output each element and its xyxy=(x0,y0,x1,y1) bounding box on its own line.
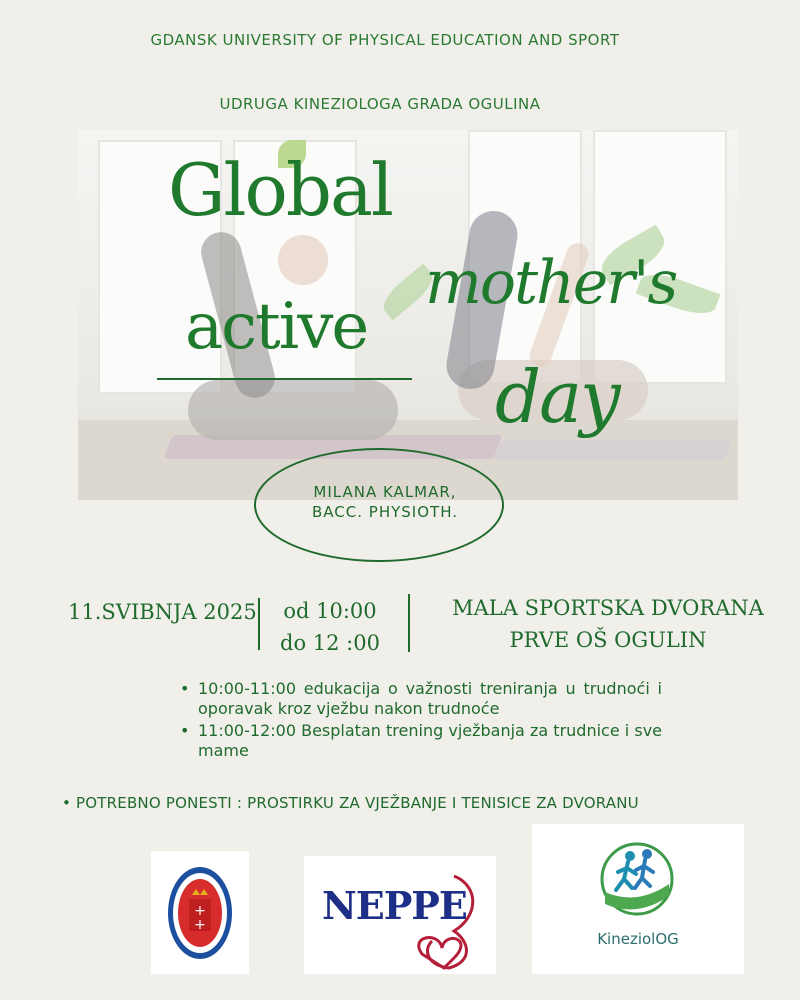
gdansk-crest-icon xyxy=(151,851,249,974)
venue-line2: PRVE OŠ OGULIN xyxy=(509,628,707,652)
gdansk-logo xyxy=(151,851,249,974)
org-gdansk: GDANSK UNIVERSITY OF PHYSICAL EDUCATION AND SPORT xyxy=(150,31,620,49)
title-active: active xyxy=(185,290,368,364)
kineziolog-logo xyxy=(532,824,744,974)
list-item xyxy=(180,721,662,761)
title-day: day xyxy=(495,355,619,439)
neppe-wordmark: NEPPE xyxy=(322,883,467,928)
bullet-icon: • xyxy=(62,794,77,812)
event-time xyxy=(280,595,380,659)
speaker-line2: BACC. PHYSIOTH. xyxy=(312,503,458,521)
schedule-list xyxy=(180,679,662,761)
speaker-name xyxy=(270,482,500,522)
title-mothers: mother's xyxy=(425,248,677,318)
venue-line1: MALA SPORTSKA DVORANA xyxy=(452,596,764,620)
bullet-icon: • xyxy=(180,679,190,698)
event-venue xyxy=(438,592,778,656)
org-udruga: UDRUGA KINEZIOLOGA GRADA OGULINA xyxy=(219,95,541,113)
schedule-text: 11:00-12:00 Besplatan trening vježbanja za trudnice i sve mame xyxy=(198,721,662,760)
event-date: 11.SVIBNJA 2025 xyxy=(68,600,257,624)
divider-1 xyxy=(258,598,260,650)
time-from: od 10:00 xyxy=(283,599,377,623)
svg-text:+: + xyxy=(194,917,206,933)
divider-2 xyxy=(408,594,410,652)
bring-note xyxy=(62,794,639,812)
runners-icon xyxy=(532,824,744,974)
bring-note-text: POTREBNO PONESTI : PROSTIRKU ZA VJEŽBANJE I TENISICE ZA DVORANU xyxy=(76,794,639,812)
bullet-icon: • xyxy=(180,721,190,740)
time-to: do 12 :00 xyxy=(280,631,380,655)
svg-text:+: + xyxy=(194,903,206,919)
title-underline xyxy=(157,378,412,380)
schedule-text: 10:00-11:00 edukacija o važnosti treniranja u trudnoći i oporavak kroz vježbu nakon trudnoće xyxy=(198,679,662,718)
title-global: Global xyxy=(168,148,392,232)
kineziolog-wordmark: KineziolOG xyxy=(597,930,679,948)
speaker-line1: MILANA KALMAR, xyxy=(313,483,457,501)
list-item xyxy=(180,679,662,719)
